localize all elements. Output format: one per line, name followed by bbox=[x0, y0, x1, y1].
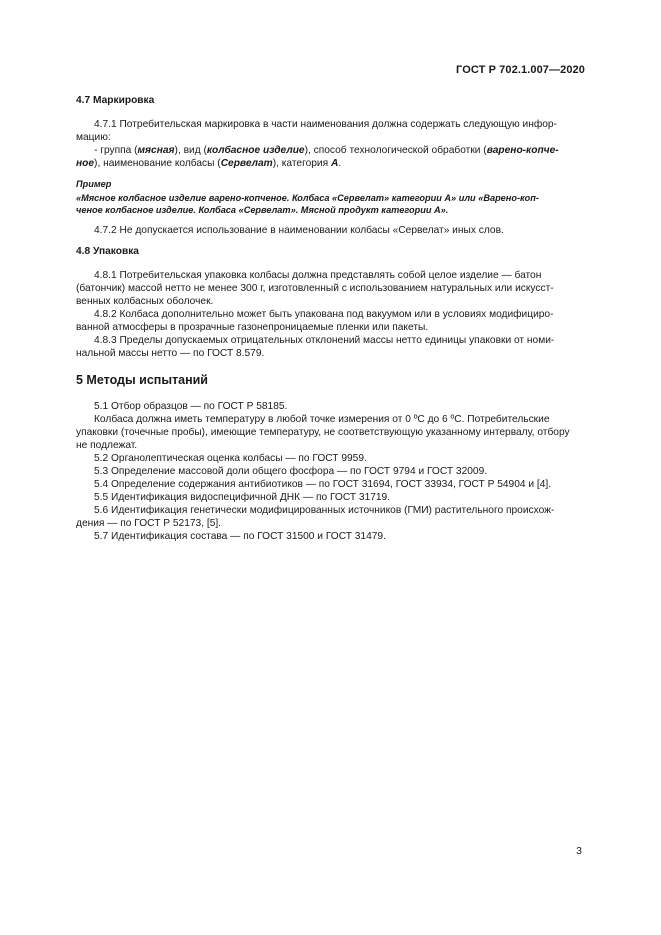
clause-5-1: 5.1 Отбор образцов — по ГОСТ Р 58185. bbox=[94, 400, 288, 412]
clause-5-6-line2: дения — по ГОСТ Р 52173, [5]. bbox=[76, 518, 222, 530]
document-number-header: ГОСТ Р 702.1.007—2020 bbox=[456, 64, 585, 76]
example-line1: «Мясное колбасное изделие варено-копченое. Колбаса «Сервелат» категории А» или «Варено-коп- bbox=[76, 192, 539, 203]
clause-4-7-1-line3: - группа (мясная), вид (колбасное изделие), способ технологической обработки (варено-копче- bbox=[94, 145, 559, 157]
clause-4-8-3-line2: нальной массы нетто — по ГОСТ 8.579. bbox=[76, 348, 265, 360]
clause-5-5: 5.5 Идентификация видоспецифичной ДНК — по ГОСТ 31719. bbox=[94, 492, 391, 504]
section-5-title: 5 Методы испытаний bbox=[76, 373, 208, 388]
page-number: 3 bbox=[576, 845, 582, 857]
example-title: Пример bbox=[76, 179, 112, 190]
clause-4-7-1-line1: 4.7.1 Потребительская маркировка в части наименования должна содержать следующую инфор- bbox=[94, 119, 557, 131]
clause-4-7-1-line2: мацию: bbox=[76, 132, 111, 144]
clause-4-7-2: 4.7.2 Не допускается использование в наименовании колбасы «Сервелат» иных слов. bbox=[94, 224, 504, 236]
document-body bbox=[76, 94, 580, 544]
clause-4-8-2-line1: 4.8.2 Колбаса дополнительно может быть упакована под вакуумом или в условиях модифициро- bbox=[94, 309, 554, 321]
clause-4-8-2-line2: ванной атмосферы в прозрачные газонепроницаемые пленки или пакеты. bbox=[76, 322, 429, 334]
section-4-8-title: 4.8 Упаковка bbox=[76, 245, 139, 257]
clause-5-4: 5.4 Определение содержания антибиотиков — по ГОСТ 31694, ГОСТ 33934, ГОСТ Р 54904 и [4]. bbox=[94, 479, 552, 491]
clause-4-8-1-line3: венных колбасных оболочек. bbox=[76, 295, 214, 307]
example-line2: ченое колбасное изделие. Колбаса «Сервелат». Мясной продукт категории А». bbox=[76, 204, 449, 215]
clause-4-7-1-line4: ное), наименование колбасы (Сервелат), категория А. bbox=[76, 158, 342, 170]
clause-5-1-temp-line2: упаковки (точечные пробы), имеющие температуру, не соответствующую указанному интервалу, отбору bbox=[76, 426, 570, 438]
clause-5-3: 5.3 Определение массовой доли общего фосфора — по ГОСТ 9794 и ГОСТ 32009. bbox=[94, 465, 488, 477]
clause-5-6-line1: 5.6 Идентификация генетически модифицированных источников (ГМИ) растительного происхож- bbox=[94, 505, 555, 517]
clause-5-1-temp-line3: не подлежат. bbox=[76, 439, 138, 451]
clause-4-8-1-line1: 4.8.1 Потребительская упаковка колбасы должна представлять собой целое изделие — батон bbox=[94, 269, 542, 281]
clause-5-2: 5.2 Органолептическая оценка колбасы — по ГОСТ 9959. bbox=[94, 452, 367, 464]
section-4-7-title: 4.7 Маркировка bbox=[76, 95, 155, 106]
clause-4-8-1-line2: (батончик) массой нетто не менее 300 г, изготовленный с использованием натуральных или искусст- bbox=[76, 282, 554, 294]
clause-4-8-3-line1: 4.8.3 Пределы допускаемых отрицательных отклонений массы нетто единицы упаковки от номи- bbox=[94, 335, 555, 347]
clause-5-1-temp-line1: Колбаса должна иметь температуру в любой точке измерения от 0 ºС до 6 ºС. Потребительские bbox=[94, 413, 550, 425]
clause-5-7: 5.7 Идентификация состава — по ГОСТ 31500 и ГОСТ 31479. bbox=[94, 531, 386, 543]
